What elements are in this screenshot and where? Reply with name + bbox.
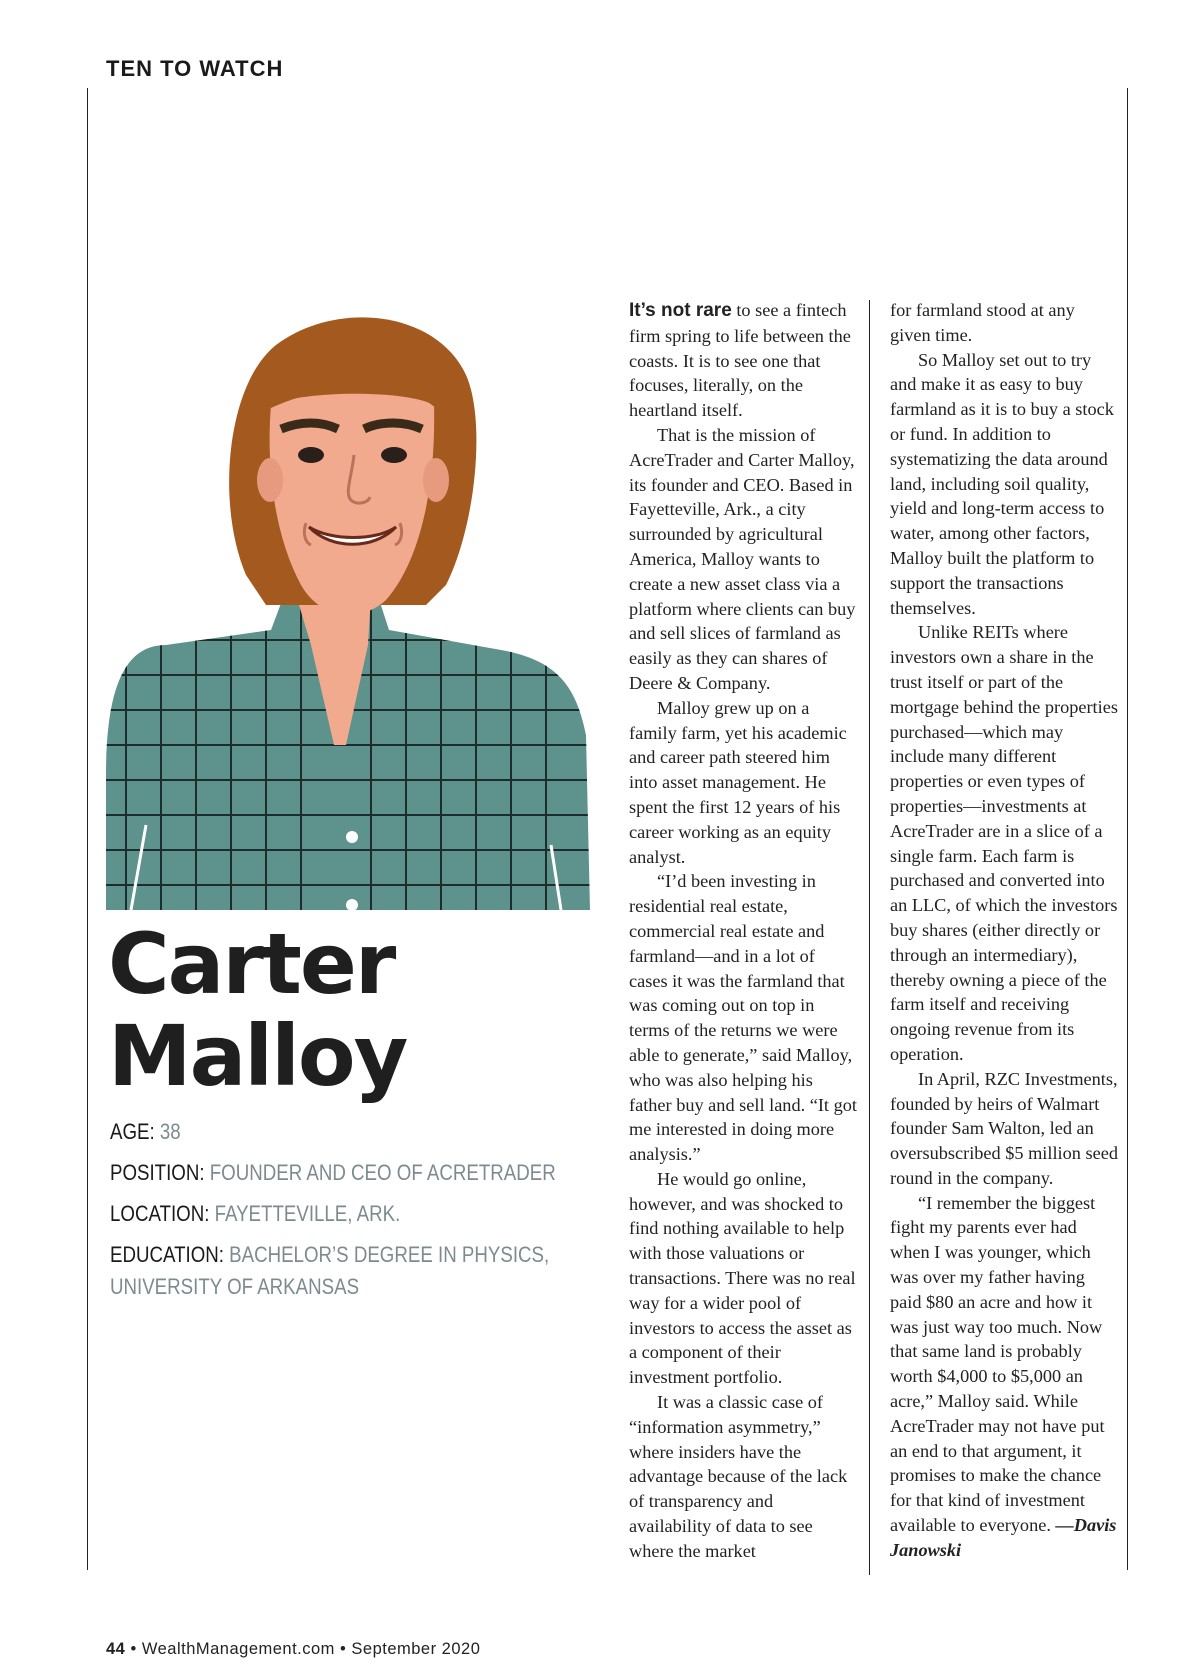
paragraph: So Malloy set out to try and make it as easy to buy farmland as it is to buy a stock or fund. In addition to systematizing the data around land, including soil quality, yield and long-term access to water, among other factors, Malloy built the platform to support the transactions themselves. xyxy=(890,349,1114,618)
fact-education xyxy=(110,1239,582,1303)
paragraph xyxy=(890,1191,1118,1563)
profile-name xyxy=(108,915,407,1105)
fact-value: 38 xyxy=(159,1119,181,1144)
section-label: TEN TO WATCH xyxy=(106,56,284,81)
paragraph: In April, RZC Investments, founded by heirs of Walmart founder Sam Walton, led an oversubscribed $5 million seed round in the company. xyxy=(890,1068,1118,1188)
paragraph: for farmland stood at any given time. xyxy=(890,300,1075,345)
fact-label: POSITION: xyxy=(110,1160,210,1185)
byline: —Davis Janowski xyxy=(890,1515,1117,1560)
last-name: Malloy xyxy=(108,1007,407,1105)
footer-site: WealthManagement.com xyxy=(141,1640,335,1658)
fact-value: BACHELOR’S DEGREE IN PHYSICS, UNIVERSITY OF ARKANSAS xyxy=(110,1242,550,1299)
lead-in: It’s not rare xyxy=(629,300,732,321)
profile-facts xyxy=(110,1116,580,1312)
paragraph: He would go online, however, and was shocked to find nothing available to help with those valuations or transactions. There was no real way for a wider pool of investors to access the asset as a component of their investment portfolio. xyxy=(629,1168,856,1388)
paragraph-text: to see a fintech firm spring to life between the coasts. It is to see one that focuses, literally, on the heartland itself. xyxy=(629,300,851,421)
footer-separator: • xyxy=(334,1640,352,1658)
first-name: Carter xyxy=(108,915,395,1013)
paragraph: “I’d been investing in residential real estate, commercial real estate and farmland—and in a lot of cases it was the farmland that was coming out on top in terms of the returns we were able to generate,” said Malloy, who was also helping his father buy and sell land. “It got me interested in doing more analysis.” xyxy=(629,871,857,1165)
article-column-1 xyxy=(629,298,857,1564)
portrait-illustration xyxy=(106,305,590,910)
fact-age xyxy=(110,1116,582,1148)
right-rule xyxy=(1127,88,1128,1570)
paragraph: Malloy grew up on a family farm, yet his academic and career path steered him into asset management. He spent the first 12 years of his career working as an equity analyst. xyxy=(629,697,847,867)
paragraph xyxy=(629,298,857,423)
column-rule xyxy=(869,300,870,1575)
fact-label: AGE: xyxy=(110,1119,160,1144)
article-column-2 xyxy=(890,298,1118,1563)
fact-label: EDUCATION: xyxy=(110,1242,230,1267)
fact-location xyxy=(110,1198,582,1230)
paragraph-text: “I remember the biggest fight my parents ever had when I was younger, which was over my father having paid $80 an acre and how it was just way too much. Now that same land is probably worth $4,000 to $5,000 an acre,” Malloy said. While AcreTrader may not have put an end to that argument, it promises to make the chance for that kind of investment available to everyone. xyxy=(890,1192,1105,1536)
fact-value: FOUNDER AND CEO OF ACRETRADER xyxy=(209,1160,556,1185)
fact-label: LOCATION: xyxy=(110,1201,215,1226)
fact-position xyxy=(110,1157,582,1189)
paragraph: It was a classic case of “information asymmetry,” where insiders have the advantage because of the lack of transparency and availability of data to see where the market xyxy=(629,1392,848,1561)
page-footer xyxy=(106,1640,480,1659)
left-rule xyxy=(87,88,88,1570)
paragraph: That is the mission of AcreTrader and Carter Malloy, its founder and CEO. Based in Fayetteville, Ark., a city surrounded by agricultural America, Malloy wants to create a new asset class via a platform where clients can buy and sell slices of farmland as easily as they can shares of Deere & Company. xyxy=(629,424,856,693)
footer-date: September 2020 xyxy=(351,1640,481,1658)
page-number: 44 xyxy=(106,1640,126,1658)
fact-value: FAYETTEVILLE, ARK. xyxy=(214,1201,401,1226)
paragraph: Unlike REITs where investors own a share in the trust itself or part of the mortgage behind the properties purchased—which may include many different properties or even types of properties—investments at AcreTrader are in a slice of a single farm. Each farm is purchased and converted into an LLC, of which the investors buy shares (either directly or through an intermediary), thereby owning a piece of the farm itself and receiving ongoing revenue from its operation. xyxy=(890,622,1118,1064)
footer-separator: • xyxy=(125,1640,142,1658)
